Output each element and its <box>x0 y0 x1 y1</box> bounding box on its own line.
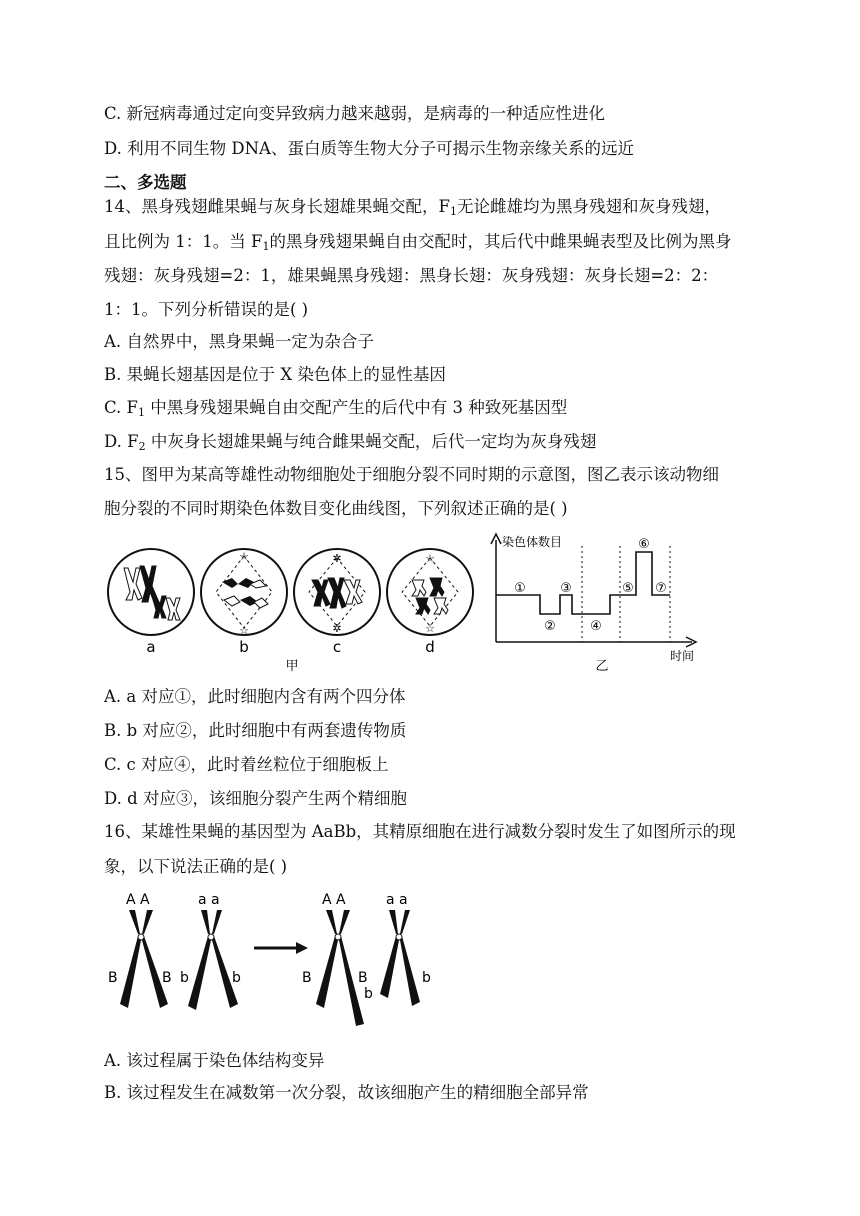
q14-option-c: C. $F_1$ 中黑身残翅果蝇自由交配产生的后代中有 3 种致死基因型 <box>104 398 568 419</box>
q15-option-c: C. c 对应④，此时着丝粒位于细胞板上 <box>104 755 389 774</box>
q15-option-d: D. d 对应③，该细胞分裂产生两个精细胞 <box>104 789 407 808</box>
svg-text:B: B <box>302 970 312 986</box>
figure-yi-caption: 乙 <box>595 659 609 672</box>
chromosome-left-2 <box>188 910 238 1010</box>
svg-text:b: b <box>364 986 373 1002</box>
q13-option-c: C. 新冠病毒通过定向变异致病力越来越弱，是病毒的一种适应性进化 <box>104 104 606 123</box>
q15-stem-line2: 胞分裂的不同时期染色体数目变化曲线图，下列叙述正确的是( ) <box>104 499 568 518</box>
cell-a <box>108 549 194 656</box>
svg-text:✲: ✲ <box>332 622 342 635</box>
figure-yi-stage-labels <box>514 537 667 634</box>
svg-text:a a: a a <box>386 892 408 908</box>
svg-text:A A: A A <box>126 892 150 908</box>
svg-text:☆: ☆ <box>425 622 435 635</box>
figure-yi-ylabel: 染色体数目 <box>502 535 563 549</box>
chromosome-left-1 <box>120 910 168 1008</box>
figure-yi-xlabel: 时间 <box>670 649 695 663</box>
q15-option-a: A. a 对应①，此时细胞内含有两个四分体 <box>104 687 406 706</box>
q14-option-a: A. 自然界中，黑身果蝇一定为杂合子 <box>104 332 374 351</box>
section-title: 二、多选题 <box>104 173 187 192</box>
svg-text:b: b <box>180 970 189 986</box>
q14-option-b: B. 果蝇长翅基因是位于 X 染色体上的显性基因 <box>104 365 446 384</box>
q14-stem-line4: 1：1。下列分析错误的是( ) <box>104 300 309 319</box>
svg-text:a a: a a <box>198 892 220 908</box>
svg-text:☆: ☆ <box>425 552 435 565</box>
svg-text:③: ③ <box>560 581 572 596</box>
q14-stem-line1: 14、黑身残翅雌果蝇与灰身长翅雄果蝇交配，$F_1$无论雌雄均为黑身残翅和灰身残翅， <box>104 197 721 218</box>
figure-crossing-over <box>104 884 464 1034</box>
svg-text:B: B <box>358 970 368 986</box>
q16-stem-line2: 象，以下说法正确的是( ) <box>104 857 288 876</box>
svg-text:B: B <box>108 970 118 986</box>
cell-c <box>294 549 380 656</box>
q14-option-d: D. $F_2$ 中灰身长翅雄果蝇与纯合雌果蝇交配，后代一定均为灰身残翅 <box>104 432 597 453</box>
figure-yi <box>484 532 704 672</box>
svg-text:④: ④ <box>590 619 602 634</box>
cell-label-b: b <box>239 638 249 656</box>
q16-option-b: B. 该过程发生在减数第一次分裂，故该细胞产生的精细胞全部异常 <box>104 1083 589 1102</box>
chromosome-right-1 <box>316 910 364 1026</box>
q13-option-d: D. 利用不同生物 DNA、蛋白质等生物大分子可揭示生物亲缘关系的远近 <box>104 139 634 158</box>
figure-jia-caption: 甲 <box>285 659 299 674</box>
cell-label-d: d <box>425 638 435 656</box>
q15-option-b: B. b 对应②，此时细胞中有两套遗传物质 <box>104 721 407 740</box>
q15-stem-line1: 15、图甲为某高等雄性动物细胞处于细胞分裂不同时期的示意图，图乙表示该动物细 <box>104 465 719 484</box>
svg-text:✲: ✲ <box>332 552 342 565</box>
svg-text:b: b <box>422 970 431 986</box>
svg-text:②: ② <box>544 619 556 634</box>
q14-stem-line3: 残翅：灰身残翅=2：1，雄果蝇黑身残翅：黑身长翅：灰身残翅：灰身长翅=2：2： <box>104 266 719 285</box>
cell-d <box>387 549 473 656</box>
svg-text:①: ① <box>514 581 526 596</box>
cell-label-a: a <box>146 638 156 656</box>
svg-text:⑤: ⑤ <box>622 581 634 596</box>
svg-text:☆: ☆ <box>239 624 249 637</box>
q16-option-a: A. 该过程属于染色体结构变异 <box>104 1051 325 1070</box>
svg-text:A A: A A <box>322 892 346 908</box>
arrow-icon <box>254 942 308 954</box>
svg-text:b: b <box>232 970 241 986</box>
svg-text:⑥: ⑥ <box>638 537 650 552</box>
q16-stem-line1: 16、某雄性果蝇的基因型为 AaBb，其精原细胞在进行减数分裂时发生了如图所示的现 <box>104 822 736 841</box>
svg-text:☆: ☆ <box>239 550 249 563</box>
cell-label-c: c <box>332 638 342 656</box>
cell-b <box>201 549 287 656</box>
svg-text:B: B <box>162 970 172 986</box>
svg-text:⑦: ⑦ <box>655 581 667 596</box>
q14-stem-line2: 且比例为 1：1。当 $F_1$的黑身残翅果蝇自由交配时，其后代中雌果蝇表型及比例为黑身 <box>104 232 732 253</box>
chromosome-right-2 <box>380 910 420 1006</box>
figure-jia <box>104 540 484 675</box>
